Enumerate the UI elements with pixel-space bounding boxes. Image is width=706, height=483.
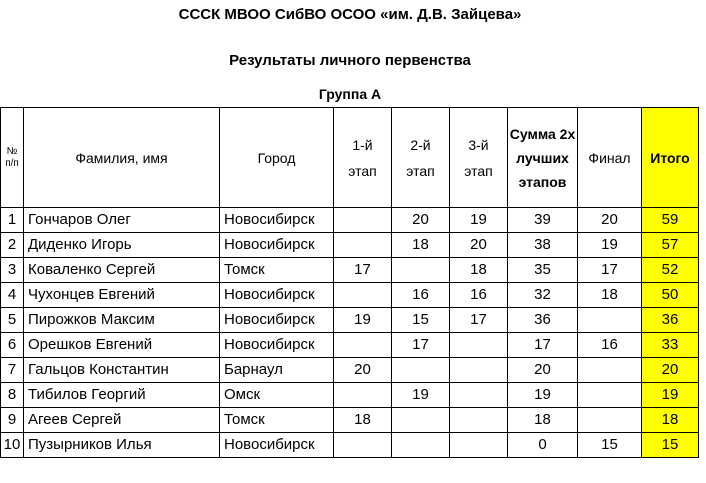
cell-total: 50 (642, 283, 699, 308)
cell-stage2 (392, 408, 450, 433)
header-stage3-label: 3-й этап (464, 136, 493, 179)
cell-stage1: 17 (334, 258, 392, 283)
cell-final: 18 (578, 283, 642, 308)
cell-final (578, 408, 642, 433)
cell-sum: 17 (508, 333, 578, 358)
cell-city: Новосибирск (220, 333, 334, 358)
table-row (1, 433, 699, 458)
cell-stage3 (450, 383, 508, 408)
cell-stage2: 16 (392, 283, 450, 308)
cell-stage3: 16 (450, 283, 508, 308)
cell-city: Новосибирск (220, 308, 334, 333)
header-sum (508, 108, 578, 208)
cell-city: Новосибирск (220, 283, 334, 308)
cell-stage1: 18 (334, 408, 392, 433)
cell-stage3 (450, 358, 508, 383)
cell-total: 19 (642, 383, 699, 408)
cell-stage2 (392, 358, 450, 383)
table-row (1, 233, 699, 258)
results-title: Результаты личного первенства (229, 52, 471, 69)
cell-stage3: 19 (450, 208, 508, 233)
cell-total: 20 (642, 358, 699, 383)
cell-city: Новосибирск (220, 208, 334, 233)
header-num-label: № п/п (5, 145, 19, 169)
cell-total: 57 (642, 233, 699, 258)
table-row (1, 258, 699, 283)
cell-sum: 0 (508, 433, 578, 458)
cell-name: Чухонцев Евгений (24, 283, 220, 308)
cell-final (578, 308, 642, 333)
cell-name: Орешков Евгений (24, 333, 220, 358)
cell-stage2 (392, 433, 450, 458)
cell-num: 3 (1, 258, 24, 283)
cell-name: Агеев Сергей (24, 408, 220, 433)
cell-final: 20 (578, 208, 642, 233)
table-row (1, 283, 699, 308)
header-stage1-label: 1-й этап (348, 136, 377, 179)
cell-sum: 32 (508, 283, 578, 308)
table-row (1, 208, 699, 233)
cell-stage2 (392, 258, 450, 283)
cell-num: 4 (1, 283, 24, 308)
cell-sum: 39 (508, 208, 578, 233)
table-row (1, 383, 699, 408)
cell-name: Пирожков Максим (24, 308, 220, 333)
cell-stage2: 15 (392, 308, 450, 333)
cell-stage1 (334, 233, 392, 258)
cell-city: Новосибирск (220, 433, 334, 458)
cell-stage2: 17 (392, 333, 450, 358)
cell-sum: 35 (508, 258, 578, 283)
cell-stage1: 19 (334, 308, 392, 333)
cell-name: Тибилов Георгий (24, 383, 220, 408)
cell-stage1 (334, 433, 392, 458)
cell-stage1: 20 (334, 358, 392, 383)
cell-sum: 19 (508, 383, 578, 408)
cell-stage3: 17 (450, 308, 508, 333)
cell-stage3: 18 (450, 258, 508, 283)
cell-sum: 18 (508, 408, 578, 433)
cell-stage1 (334, 383, 392, 408)
cell-stage2: 20 (392, 208, 450, 233)
cell-stage1 (334, 283, 392, 308)
cell-final (578, 383, 642, 408)
cell-city: Омск (220, 383, 334, 408)
cell-stage3 (450, 433, 508, 458)
cell-final: 19 (578, 233, 642, 258)
cell-total: 33 (642, 333, 699, 358)
cell-city: Барнаул (220, 358, 334, 383)
table-row (1, 408, 699, 433)
header-name: Фамилия, имя (24, 108, 220, 208)
organization-title: СССК МВОО СибВО ОСОО «им. Д.В. Зайцева» (178, 6, 522, 23)
cell-name: Гончаров Олег (24, 208, 220, 233)
cell-num: 6 (1, 333, 24, 358)
header-final: Финал (578, 108, 642, 208)
cell-num: 9 (1, 408, 24, 433)
cell-num: 8 (1, 383, 24, 408)
cell-stage2: 19 (392, 383, 450, 408)
header-stage1 (334, 108, 392, 208)
cell-city: Новосибирск (220, 233, 334, 258)
cell-name: Пузырников Илья (24, 433, 220, 458)
cell-name: Диденко Игорь (24, 233, 220, 258)
cell-final: 16 (578, 333, 642, 358)
cell-num: 5 (1, 308, 24, 333)
cell-num: 2 (1, 233, 24, 258)
cell-sum: 36 (508, 308, 578, 333)
cell-city: Томск (220, 408, 334, 433)
table-header-row (1, 108, 699, 208)
cell-total: 36 (642, 308, 699, 333)
header-total: Итого (642, 108, 699, 208)
cell-num: 7 (1, 358, 24, 383)
cell-name: Гальцов Константин (24, 358, 220, 383)
cell-final (578, 358, 642, 383)
cell-final: 15 (578, 433, 642, 458)
cell-name: Коваленко Сергей (24, 258, 220, 283)
results-table (0, 107, 699, 458)
cell-sum: 38 (508, 233, 578, 258)
cell-city: Томск (220, 258, 334, 283)
cell-stage1 (334, 333, 392, 358)
cell-final: 17 (578, 258, 642, 283)
header-sum-label: Сумма 2х лучших этапов (509, 125, 576, 190)
cell-total: 18 (642, 408, 699, 433)
header-stage2-label: 2-й этап (406, 136, 435, 179)
cell-num: 1 (1, 208, 24, 233)
cell-stage3 (450, 408, 508, 433)
cell-stage3 (450, 333, 508, 358)
header-stage3 (450, 108, 508, 208)
cell-total: 52 (642, 258, 699, 283)
table-row (1, 308, 699, 333)
cell-stage2: 18 (392, 233, 450, 258)
cell-num: 10 (1, 433, 24, 458)
group-title: Группа А (318, 86, 382, 102)
cell-total: 59 (642, 208, 699, 233)
cell-sum: 20 (508, 358, 578, 383)
header-num (1, 108, 24, 208)
table-row (1, 358, 699, 383)
header-stage2 (392, 108, 450, 208)
cell-stage3: 20 (450, 233, 508, 258)
cell-stage1 (334, 208, 392, 233)
header-city: Город (220, 108, 334, 208)
cell-total: 15 (642, 433, 699, 458)
table-row (1, 333, 699, 358)
